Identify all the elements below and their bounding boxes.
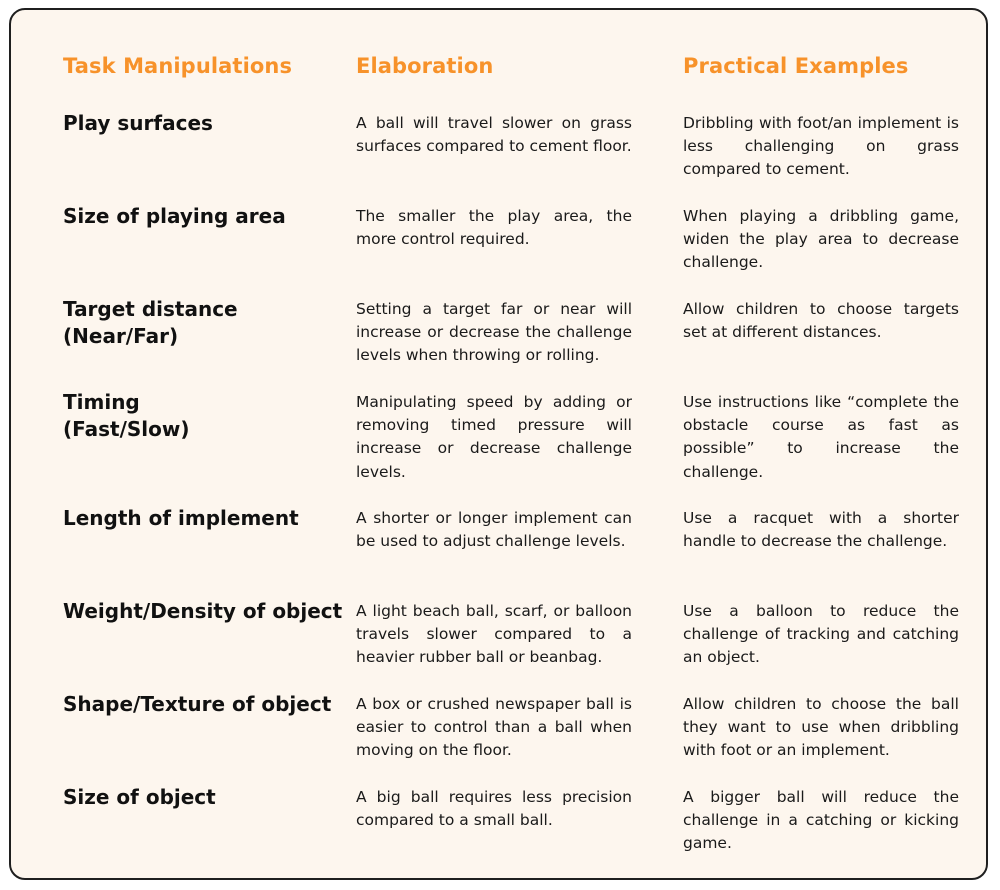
elaboration-cell: A shorter or longer implement can be used to adjust challenge levels. [356,509,632,551]
elaboration-cell: The smaller the play area, the more control required. [356,207,632,249]
header-elaboration: Elaboration [356,54,494,78]
example-cell: Use instructions like “complete the obstacle course as fast as possible” to increase the challenge. [683,393,959,481]
elaboration-cell: A big ball requires less precision compared to a small ball. [356,788,632,830]
manipulation-cell: Size of object [63,785,216,809]
example-cell: Allow children to choose the ball they want to use when dribbling with foot or an implement. [683,695,959,760]
elaboration-cell: A ball will travel slower on grass surfaces compared to cement floor. [356,114,632,156]
manipulation-cell: Target distance (Near/Far) [63,297,238,348]
example-cell: Allow children to choose targets set at different distances. [683,300,959,342]
elaboration-cell: A light beach ball, scarf, or balloon travels slower compared to a heavier rubber ball or beanbag. [356,602,632,667]
header-practical-examples: Practical Examples [683,54,909,78]
elaboration-cell: Manipulating speed by adding or removing timed pressure will increase or decrease challenge levels. [356,393,632,481]
manipulation-cell: Length of implement [63,506,299,530]
manipulation-cell: Play surfaces [63,111,213,135]
elaboration-cell: Setting a target far or near will increase or decrease the challenge levels when throwing or rolling. [356,300,632,365]
example-cell: Use a racquet with a shorter handle to decrease the challenge. [683,509,959,551]
header-task-manipulations: Task Manipulations [63,54,293,78]
elaboration-cell: A box or crushed newspaper ball is easier to control than a ball when moving on the floor. [356,695,632,760]
example-cell: When playing a dribbling game, widen the play area to decrease challenge. [683,207,959,272]
example-cell: A bigger ball will reduce the challenge in a catching or kicking game. [683,788,959,853]
example-cell: Use a balloon to reduce the challenge of tracking and catching an object. [683,602,959,667]
manipulation-cell: Weight/Density of object [63,599,343,623]
table-header-row [63,54,963,94]
manipulation-cell: Size of playing area [63,204,286,228]
table-card [9,8,988,880]
manipulation-cell: Shape/Texture of object [63,692,332,716]
example-cell: Dribbling with foot/an implement is less challenging on grass compared to cement. [683,114,959,179]
manipulation-cell: Timing (Fast/Slow) [63,390,190,441]
